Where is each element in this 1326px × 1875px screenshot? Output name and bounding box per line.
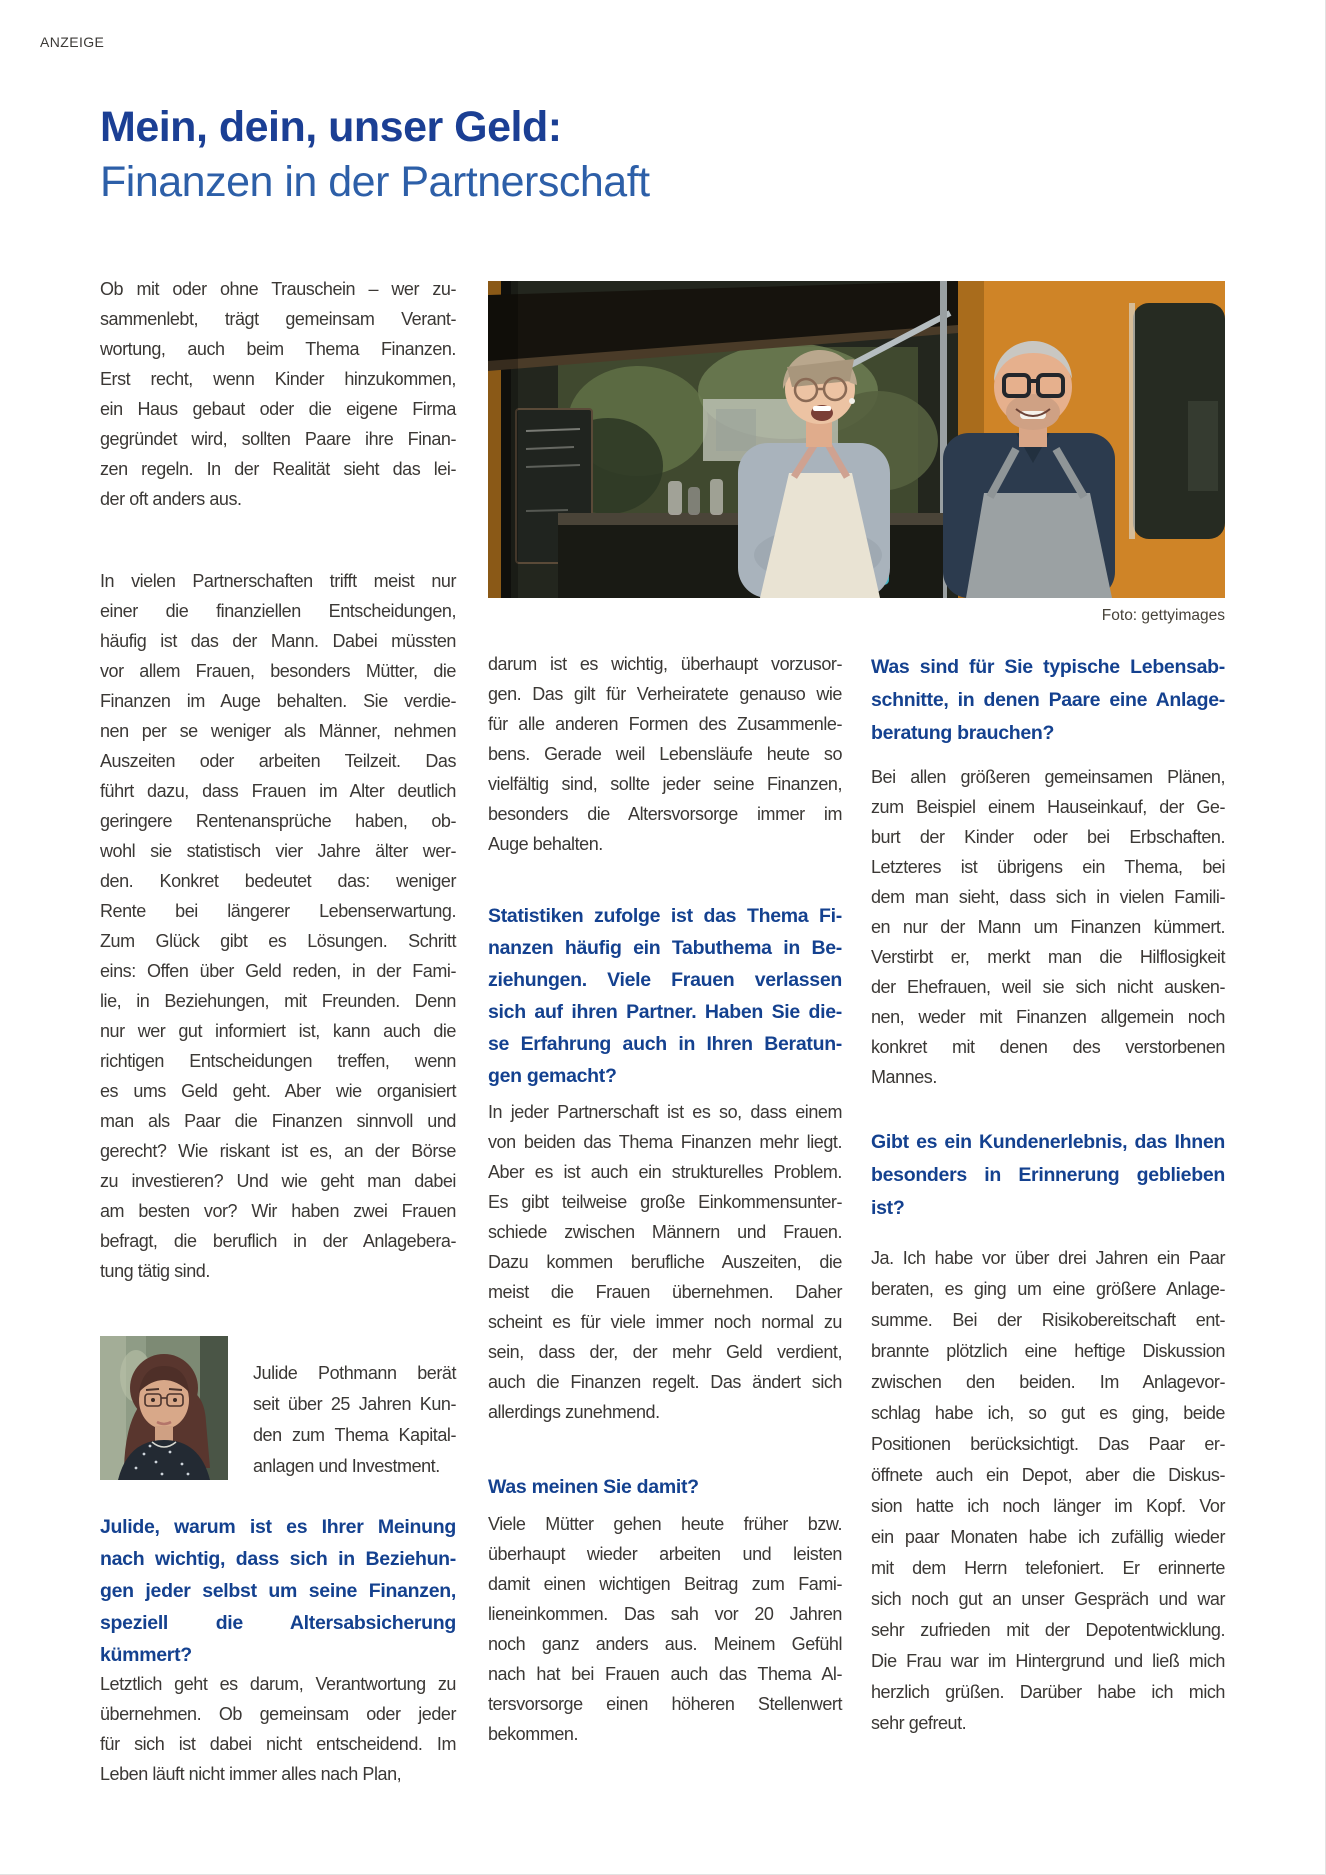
text-line: den. Konkret bedeutet das: weniger [100,871,456,891]
photo-credit: Foto: gettyimages [1101,607,1225,624]
text-line: gen jeder selbst um seine Finanzen, [100,1580,456,1602]
text-line: wohl sie statistisch vier Jahre älter wer- [100,841,456,861]
text-line: gen gemacht? [488,1065,617,1087]
text-line: konkret mit denen des verstorbenen [871,1037,1225,1057]
text-line: befragt, die beruflich in der Anlagebera- [100,1231,456,1251]
text-line: schlag habe ich, so gut es ging, beide [871,1403,1225,1423]
answer-1-start [100,1669,456,1789]
text-line: lieneinkommen. Das sah vor 20 Jahren [488,1604,842,1624]
text-line: richtigen Entscheidungen treffen, wenn [100,1051,456,1071]
text-line: gerecht? Wie riskant ist es, an der Börse [100,1141,456,1161]
text-line: man als Paar die Finanzen sinnvoll und [100,1111,456,1131]
text-line: sammenlebt, trägt gemeinsam Verant- [100,309,456,329]
article-photo [488,281,1225,598]
text-line: Dazu kommen berufliche Auszeiten, die [488,1252,842,1272]
text-line: brannte plötzlich eine heftige Diskussion [871,1341,1225,1361]
text-line: tung tätig sind. [100,1261,210,1281]
text-line: zen regeln. In der Realität sieht das lei- [100,459,456,479]
text-line: Finanzen im Auge behalten. Sie verdie- [100,691,456,711]
text-line: gegründet wird, sollten Paare ihre Finan- [100,429,456,449]
text-line: sich auf ihren Partner. Haben Sie die- [488,1001,842,1023]
text-line: sion hatte ich noch länger im Kopf. Vor [871,1496,1225,1516]
text-line: Gibt es ein Kundenerlebnis, das Ihnen [871,1131,1225,1153]
answer-1-continued [488,649,842,859]
intro-paragraph [100,274,456,514]
text-line: öffnete auch ein Depot, aber die Diskus- [871,1465,1225,1485]
text-line: nen per se weniger als Männer, nehmen [100,721,456,741]
text-line: Aber es ist auch ein strukturelles Problem. [488,1162,842,1182]
text-line: zwischen den beiden. Im Anlagevor- [871,1372,1225,1392]
text-line: seit über 25 Jahren Kun- [253,1394,456,1414]
text-line: Die Frau war im Hintergrund und ließ mich [871,1651,1225,1671]
text-line: geringere Rentenansprüche haben, ob- [100,811,456,831]
text-line: Julide Pothmann berät [253,1363,456,1383]
text-line: Mannes. [871,1067,937,1087]
text-line: Es gibt teilweise große Einkommensunter- [488,1192,842,1212]
text-line: der oft anders aus. [100,489,242,509]
text-line: der Ehefrauen, weil sie sich nicht ausken- [871,977,1225,997]
text-line: übernehmen. Ob gemeinsam oder jeder [100,1704,456,1724]
text-line: bekommen. [488,1724,578,1744]
text-line: summe. Bei der Risikobereitschaft ent- [871,1310,1225,1330]
text-line: mit dem Herrn telefoniert. Er erinnerte [871,1558,1225,1578]
text-line: Positionen berücksichtigt. Das Paar er- [871,1434,1225,1454]
question-heading-3 [488,1471,842,1503]
question-heading-1 [100,1511,456,1671]
text-line: speziell die Altersabsicherung [100,1612,456,1634]
text-line: ist? [871,1197,905,1219]
text-line: es ums Geld geht. Aber wie organisiert [100,1081,456,1101]
text-line: nach hat bei Frauen auch das Thema Al- [488,1664,842,1684]
text-line: überhaupt wieder arbeiten und leisten [488,1544,842,1564]
text-line: einer die finanziellen Entscheidungen, [100,601,456,621]
text-line: auch die Finanzen regelt. Das ändert sich [488,1372,842,1392]
text-line: zu investieren? Und wie geht man dabei [100,1171,456,1191]
text-line: Erst recht, wenn Kinder hinzukommen, [100,369,456,389]
text-line: beraten, es ging um eine größere Anlage- [871,1279,1225,1299]
text-line: sehr gefreut. [871,1713,967,1733]
anzeige-label: ANZEIGE [40,34,105,50]
text-line: am besten vor? Wir haben zwei Frauen [100,1201,456,1221]
text-line: In vielen Partnerschaften trifft meist nur [100,571,456,591]
text-line: sein, dass der, der mehr Geld verdient, [488,1342,842,1362]
text-line: Rente bei längerer Lebenserwartung. [100,901,456,921]
text-line: Auge behalten. [488,834,603,854]
text-line: Ob mit oder ohne Trauschein – wer zu- [100,279,456,299]
text-line: sich noch gut an unser Gespräch und war [871,1589,1225,1609]
answer-4 [871,762,1225,1092]
text-line: Bei allen größeren gemeinsamen Plänen, [871,767,1225,787]
text-line: Was meinen Sie damit? [488,1476,699,1498]
text-line: nach wichtig, dass sich in Beziehun- [100,1548,456,1570]
julide-pothmann-portrait-illustration [100,1336,228,1480]
text-line: Letzteres ist übrigens ein Thema, bei [871,857,1225,877]
text-line: anlagen und Investment. [253,1456,440,1476]
portrait-caption [253,1358,456,1482]
answer-2 [488,1097,842,1427]
text-line: darum ist es wichtig, überhaupt vorzusor- [488,654,842,674]
answer-5 [871,1243,1225,1739]
text-line: lie, in Beziehungen, mit Freunden. Denn [100,991,456,1011]
text-line: Leben läuft nicht immer alles nach Plan, [100,1764,402,1784]
text-line: allerdings zunehmend. [488,1402,660,1422]
text-line: besonders in Erinnerung geblieben [871,1164,1225,1186]
text-line: eins: Offen über Geld reden, in der Fami- [100,961,456,981]
text-line: Viele Mütter gehen heute früher bzw. [488,1514,842,1534]
article-title-bold: Mein, dein, unser Geld: [100,103,562,151]
article-subtitle: Finanzen in der Partnerschaft [100,158,650,206]
text-line: Zum Glück gibt es Lösungen. Schritt [100,931,456,951]
text-line: tersvorsorge einen höheren Stellenwert [488,1694,842,1714]
text-line: dem man sieht, dass sich in vielen Famili- [871,887,1225,907]
text-line: sehr zufrieden mit der Depotentwicklung. [871,1620,1225,1640]
text-line: nur wer gut informiert ist, kann auch die [100,1021,456,1041]
text-line: Ja. Ich habe vor über drei Jahren ein Paar [871,1248,1225,1268]
text-line: beratung brauchen? [871,722,1055,744]
text-line: wortung, auch beim Thema Finanzen. [100,339,456,359]
text-line: führt dazu, dass Frauen im Alter deutlich [100,781,456,801]
text-line: besonders die Altersvorsorge immer im [488,804,842,824]
text-line: se Erfahrung auch in Ihren Beratun- [488,1033,842,1055]
article-title [100,100,650,210]
text-line: kümmert? [100,1644,192,1666]
text-line: Julide, warum ist es Ihrer Meinung [100,1516,456,1538]
text-line: den zum Thema Kapital- [253,1425,456,1445]
text-line: für alle anderen Formen des Zusammenle- [488,714,842,734]
text-line: Statistiken zufolge ist das Thema Fi- [488,905,842,927]
text-line: herzlich grüßen. Darüber habe ich mich [871,1682,1225,1702]
foodtruck-couple-illustration [488,281,1225,598]
text-line: ein paar Monaten habe ich zufällig wieder [871,1527,1225,1547]
text-line: vor allem Frauen, besonders Mütter, die [100,661,456,681]
text-line: bens. Gerade weil Lebensläufe heute so [488,744,842,764]
text-line: ein Haus gebaut oder die eigene Firma [100,399,456,419]
text-line: vielfältig sind, sollte jeder seine Finanzen, [488,774,842,794]
text-line: nanzen häufig ein Tabuthema in Be- [488,937,842,959]
text-line: burt der Kinder oder bei Erbschaften. [871,827,1225,847]
answer-3 [488,1509,842,1749]
question-heading-4 [871,651,1225,750]
text-line: meist die Frauen übernehmen. Daher [488,1282,842,1302]
text-line: schnitte, in denen Paare eine Anlage- [871,689,1225,711]
text-line: schiede zwischen Männern und Frauen. [488,1222,842,1242]
portrait-photo [100,1336,228,1480]
text-line: gen. Das gilt für Verheiratete genauso wie [488,684,842,704]
text-line: zum Beispiel einem Hauseinkauf, der Ge- [871,797,1225,817]
text-line: für sich ist dabei nicht entscheidend. Im [100,1734,456,1754]
text-line: scheint es für viele immer noch normal zu [488,1312,842,1332]
question-heading-5 [871,1126,1225,1225]
text-line: noch ganz anders aus. Meinem Gefühl [488,1634,842,1654]
text-line: Verstirbt er, merkt man die Hilflosigkeit [871,947,1225,967]
question-heading-2 [488,900,842,1092]
text-line: nen, weder mit Finanzen allgemein noch [871,1007,1225,1027]
lead-paragraph [100,566,456,1286]
text-line: Letztlich geht es darum, Verantwortung zu [100,1674,456,1694]
text-line: en nur der Mann um Finanzen kümmert. [871,917,1225,937]
text-line: häufig ist das der Mann. Dabei müssten [100,631,456,651]
text-line: von beiden das Thema Finanzen mehr liegt. [488,1132,842,1152]
text-line: Was sind für Sie typische Lebensab- [871,656,1225,678]
text-line: In jeder Partnerschaft ist es so, dass einem [488,1102,842,1122]
text-line: damit einen wichtigen Beitrag zum Fami- [488,1574,842,1594]
text-line: ziehungen. Viele Frauen verlassen [488,969,842,991]
text-line: Auszeiten oder arbeiten Teilzeit. Das [100,751,456,771]
